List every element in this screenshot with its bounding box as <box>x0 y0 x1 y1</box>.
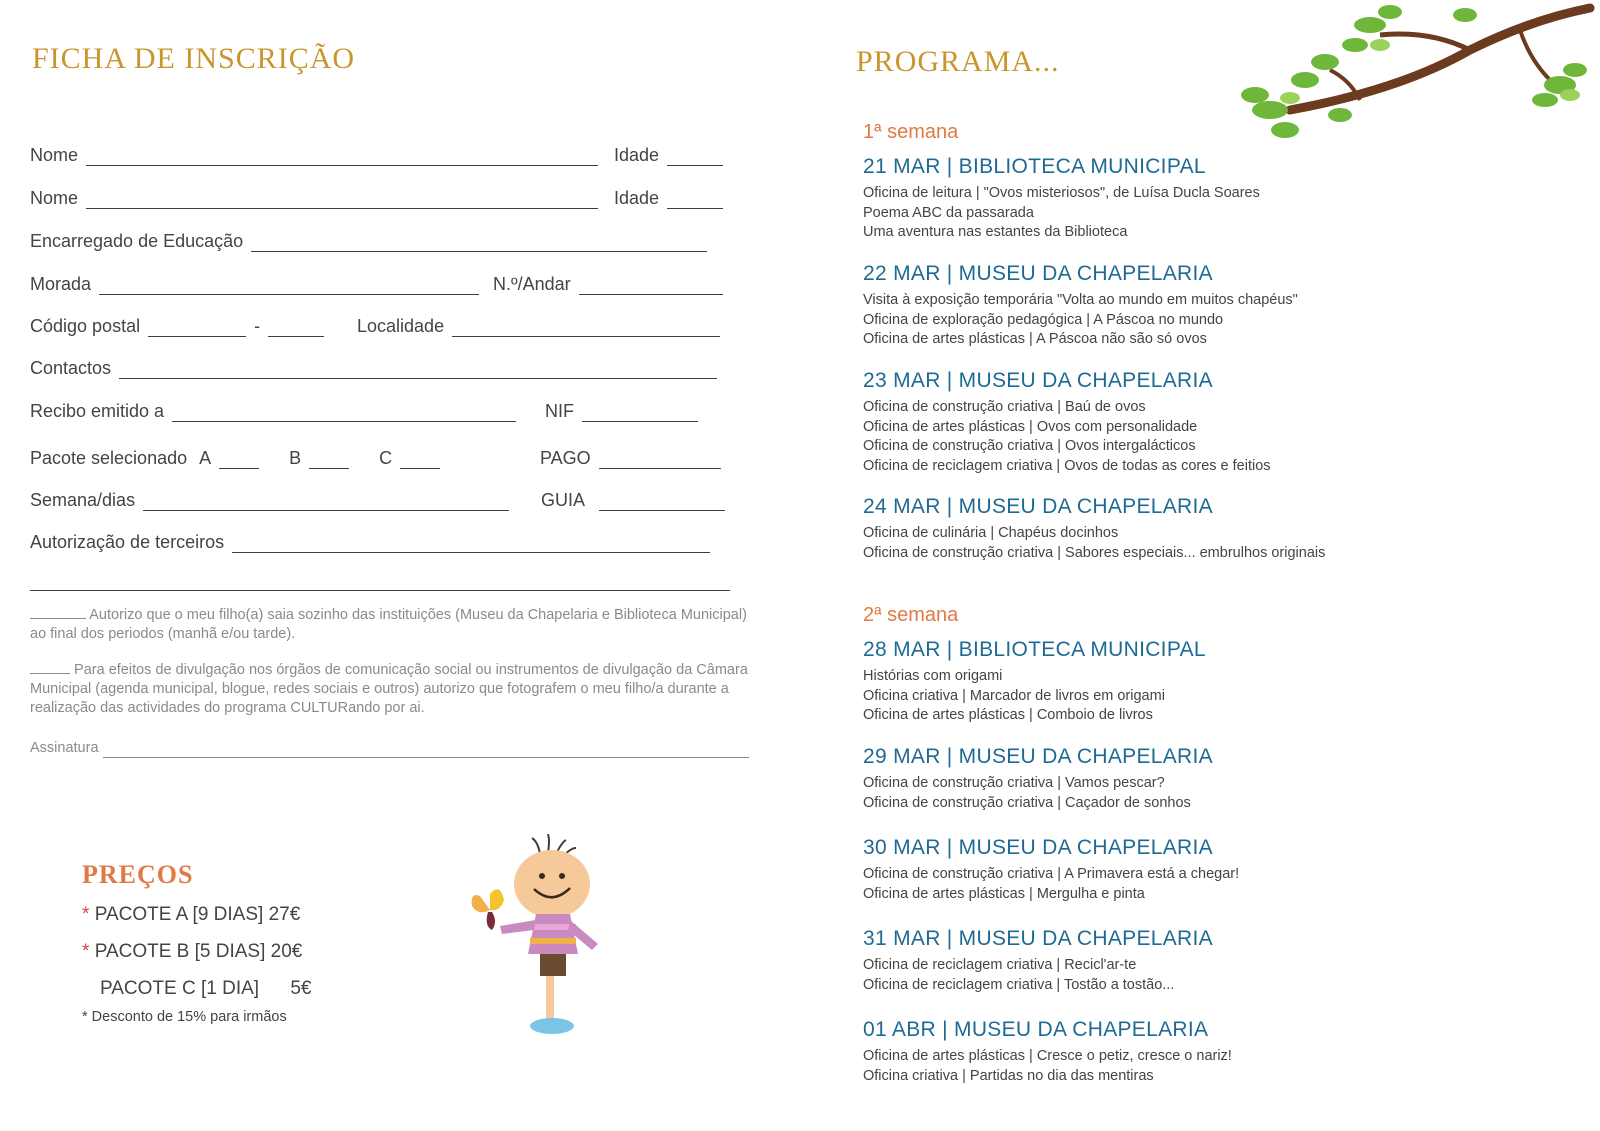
week-2-label: 2ª semana <box>863 604 959 626</box>
label-pacote: Pacote selecionado <box>30 448 188 468</box>
field-contactos <box>30 353 717 379</box>
label-recibo: Recibo emitido a <box>30 401 165 421</box>
consent-photo-blank[interactable] <box>30 660 70 674</box>
input-pacote-b[interactable] <box>309 450 349 469</box>
program-day-31-mar <box>863 926 1213 995</box>
program-day-24-mar <box>863 494 1325 563</box>
consent-photo <box>30 660 755 718</box>
child-shirt-icon <box>528 914 578 954</box>
week-1-label: 1ª semana <box>863 121 959 143</box>
price-pacote-c <box>100 978 312 1000</box>
label-codigo-postal: Código postal <box>30 316 141 336</box>
day-title: 23 MAR | MUSEU DA CHAPELARIA <box>863 369 1213 392</box>
child-head-icon <box>514 850 590 918</box>
activity-line: Oficina de artes plásticas | Ovos com personalidade <box>863 418 1198 435</box>
program-day-21-mar <box>863 154 1260 243</box>
input-nif[interactable] <box>582 403 698 422</box>
label-morada: Morada <box>30 274 92 294</box>
field-nome-1 <box>30 140 598 166</box>
field-pacote <box>30 443 440 469</box>
activity-line: Visita à exposição temporária "Volta ao mundo em muitos chapéus" <box>863 292 1298 308</box>
label-pacote-c: C <box>379 448 393 468</box>
activity-line: Oficina de artes plásticas | Mergulha e pinta <box>863 885 1145 902</box>
program-day-22-mar <box>863 261 1298 350</box>
input-encarregado[interactable] <box>251 233 707 252</box>
label-andar: N.º/Andar <box>493 274 571 294</box>
input-localidade[interactable] <box>452 318 720 337</box>
activity-line: Oficina de construção criativa | Ovos intergalácticos <box>863 438 1196 454</box>
input-nome-2[interactable] <box>86 190 598 209</box>
label-nif: NIF <box>545 401 574 421</box>
price-b-text: PACOTE B [5 DIAS] 20€ <box>94 941 303 962</box>
signature-line[interactable] <box>103 743 749 758</box>
input-idade-1[interactable] <box>667 147 723 166</box>
label-pacote-a: A <box>199 448 212 468</box>
field-idade-1 <box>614 140 723 166</box>
label-semana: Semana/dias <box>30 490 136 510</box>
signature-field <box>30 739 749 758</box>
field-nome-2 <box>30 183 598 209</box>
day-title: 30 MAR | MUSEU DA CHAPELARIA <box>863 836 1213 859</box>
day-title: 01 ABR | MUSEU DA CHAPELARIA <box>863 1018 1209 1041</box>
day-title: 28 MAR | BIBLIOTECA MUNICIPAL <box>863 638 1206 661</box>
field-idade-2 <box>614 183 723 209</box>
label-guia: GUIA <box>541 490 586 510</box>
activity-line: Histórias com origami <box>863 668 1003 684</box>
input-guia[interactable] <box>599 492 725 511</box>
field-semana <box>30 485 509 511</box>
field-localidade <box>357 311 720 337</box>
child-shorts-icon <box>540 954 566 976</box>
prices-title: PREÇOS <box>82 860 194 889</box>
input-pacote-a[interactable] <box>219 450 259 469</box>
activity-line: Oficina de construção criativa | Caçador de sonhos <box>863 794 1191 811</box>
field-morada <box>30 269 479 295</box>
price-discount: * Desconto de 15% para irmãos <box>82 1009 287 1025</box>
label-idade-2: Idade <box>614 188 660 208</box>
child-illustration <box>470 834 640 1059</box>
label-idade-1: Idade <box>614 145 660 165</box>
field-recibo <box>30 396 516 422</box>
tree-branch-icon <box>1230 0 1600 160</box>
activity-line: Oficina de reciclagem criativa | Recicl'ar-te <box>863 957 1137 973</box>
activity-line: Uma aventura nas estantes da Biblioteca <box>863 224 1128 240</box>
input-pago[interactable] <box>599 450 721 469</box>
input-semana[interactable] <box>143 492 509 511</box>
input-recibo[interactable] <box>172 403 516 422</box>
input-morada[interactable] <box>99 276 479 295</box>
price-b-star: * <box>82 941 90 962</box>
label-autorizacao: Autorização de terceiros <box>30 532 225 552</box>
label-encarregado: Encarregado de Educação <box>30 231 244 251</box>
field-encarregado <box>30 226 707 252</box>
activity-line: Oficina de construção criativa | Baú de ovos <box>863 399 1146 415</box>
field-pago <box>540 443 721 469</box>
input-andar[interactable] <box>579 276 723 295</box>
label-pago: PAGO <box>540 448 591 468</box>
program-day-23-mar <box>863 368 1271 476</box>
activity-line: Oficina de leitura | "Ovos misteriosos", de Luísa Ducla Soares <box>863 185 1260 201</box>
consent-exit <box>30 605 755 644</box>
activity-line: Oficina criativa | Marcador de livros em origami <box>863 687 1165 704</box>
activity-line: Oficina criativa | Partidas no dia das mentiras <box>863 1067 1154 1084</box>
child-shoe-icon <box>530 1018 574 1034</box>
field-codigo-postal <box>30 311 324 337</box>
day-title: 24 MAR | MUSEU DA CHAPELARIA <box>863 495 1213 518</box>
input-autorizacao[interactable] <box>232 534 710 553</box>
input-pacote-c[interactable] <box>400 450 440 469</box>
activity-line: Oficina de exploração pedagógica | A Páscoa no mundo <box>863 311 1224 328</box>
input-codigo-postal-1[interactable] <box>148 318 246 337</box>
field-guia <box>541 485 725 511</box>
signature-label: Assinatura <box>30 740 99 756</box>
day-title: 31 MAR | MUSEU DA CHAPELARIA <box>863 927 1213 950</box>
day-title: 21 MAR | BIBLIOTECA MUNICIPAL <box>863 155 1206 178</box>
day-title: 29 MAR | MUSEU DA CHAPELARIA <box>863 745 1213 768</box>
price-c-price: 5€ <box>290 978 312 999</box>
field-autorizacao <box>30 527 710 553</box>
activity-line: Oficina de reciclagem criativa | Ovos de todas as cores e feitios <box>863 457 1271 474</box>
activity-line: Oficina de artes plásticas | A Páscoa não são só ovos <box>863 331 1207 347</box>
program-title: PROGRAMA... <box>856 45 1060 78</box>
input-idade-2[interactable] <box>667 190 723 209</box>
activity-line: Oficina de construção criativa | Sabores especiais... embrulhos originais <box>863 544 1326 561</box>
postal-dash: - <box>254 316 261 336</box>
price-pacote-a <box>82 904 300 926</box>
activity-line: Oficina de construção criativa | Vamos pescar? <box>863 775 1165 791</box>
activity-line: Poema ABC da passarada <box>863 204 1034 221</box>
input-contactos[interactable] <box>119 360 717 379</box>
label-contactos: Contactos <box>30 358 112 378</box>
activity-line: Oficina de reciclagem criativa | Tostão a tostão... <box>863 976 1175 993</box>
program-day-29-mar <box>863 744 1213 813</box>
activity-line: Oficina de construção criativa | A Primavera está a chegar! <box>863 866 1240 882</box>
price-a-text: PACOTE A [9 DIAS] 27€ <box>94 904 301 925</box>
program-day-30-mar <box>863 835 1239 904</box>
activity-line: Oficina de culinária | Chapéus docinhos <box>863 525 1119 541</box>
program-day-01-abr <box>863 1017 1232 1086</box>
price-c-text: PACOTE C [1 DIA] <box>100 978 260 999</box>
field-nif <box>545 396 698 422</box>
price-a-star: * <box>82 904 90 925</box>
field-andar <box>493 269 723 295</box>
butterfly-icon <box>472 889 504 930</box>
input-autorizacao-line-2[interactable] <box>30 590 730 591</box>
price-pacote-b <box>82 941 302 963</box>
program-day-28-mar <box>863 637 1206 726</box>
activity-line: Oficina de artes plásticas | Comboio de livros <box>863 707 1153 723</box>
form-title: FICHA DE INSCRIÇÃO <box>32 42 356 75</box>
label-nome-2: Nome <box>30 188 79 208</box>
label-nome-1: Nome <box>30 145 79 165</box>
activity-line: Oficina de artes plásticas | Cresce o petiz, cresce o nariz! <box>863 1048 1232 1064</box>
input-codigo-postal-2[interactable] <box>268 318 324 337</box>
consent-photo-text: Para efeitos de divulgação nos órgãos de comunicação social ou instrumentos de divulgação da Câmara Municipal (agenda municipal, blogue, redes sociais e outros) autorizo que fotografem o meu filho/a durante a realização das actividades do programa CULTURando por ai. <box>30 662 748 716</box>
label-pacote-b: B <box>289 448 302 468</box>
label-localidade: Localidade <box>357 316 445 336</box>
consent-exit-text: Autorizo que o meu filho(a) saia sozinho das instituições (Museu da Chapelaria e Biblioteca Municipal) ao final dos periodos (manhã e/ou tarde). <box>30 607 747 642</box>
day-title: 22 MAR | MUSEU DA CHAPELARIA <box>863 262 1213 285</box>
input-nome-1[interactable] <box>86 147 598 166</box>
consent-exit-blank[interactable] <box>30 605 86 619</box>
